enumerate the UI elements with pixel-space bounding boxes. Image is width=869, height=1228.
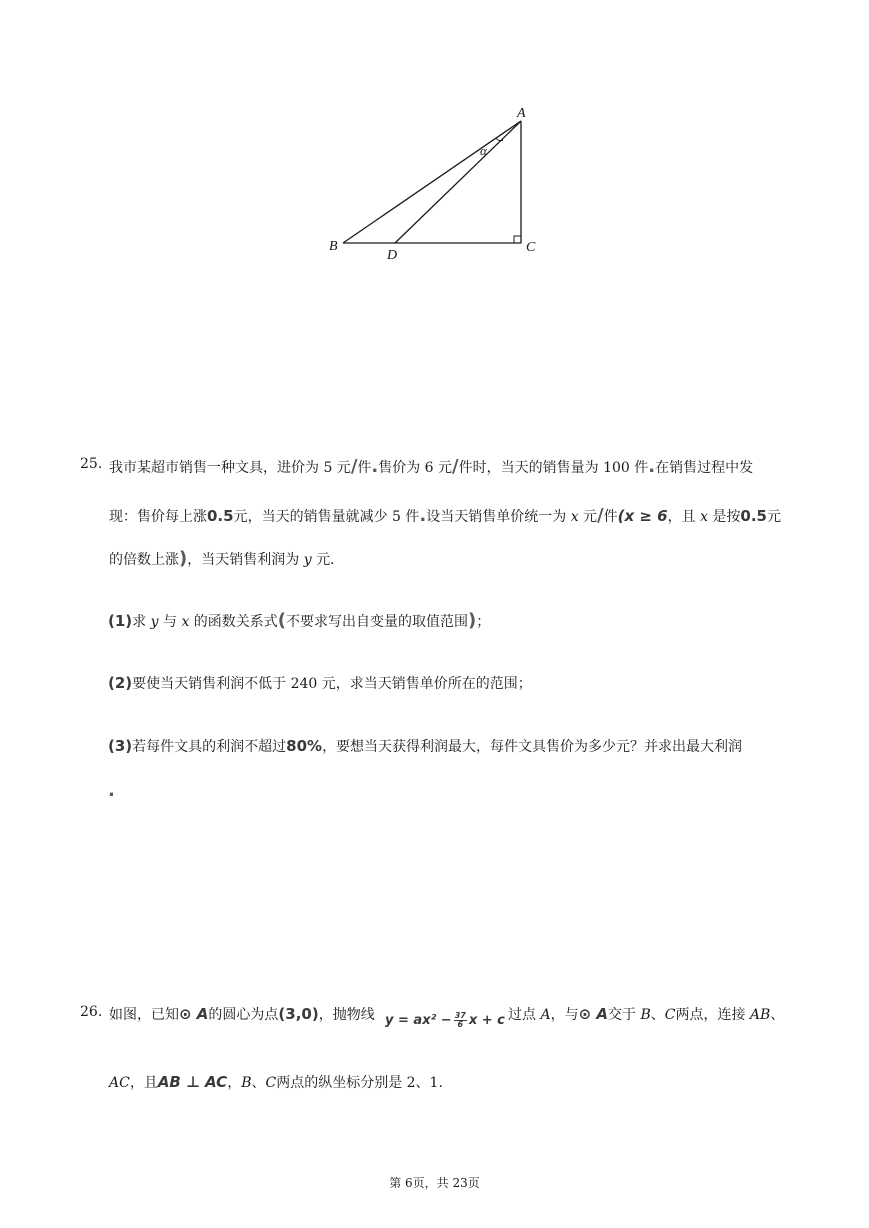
text-span: 、	[251, 1075, 266, 1091]
q26-line-1	[109, 1004, 375, 1024]
point-label: C	[265, 1075, 277, 1091]
right-angle-mark	[514, 236, 521, 243]
text-span: 元	[583, 509, 598, 525]
slash-glyph: /	[452, 456, 459, 477]
segment-label: AB	[749, 1007, 771, 1023]
parabola-equation	[385, 1012, 505, 1029]
text-span: 件	[357, 460, 372, 476]
q25-line-2	[109, 505, 781, 526]
text-span: 在销售过程中发	[655, 460, 754, 476]
math-condition: (x ≥ 6	[617, 507, 668, 525]
math-circle: ⊙ A	[578, 1005, 608, 1023]
text-span: 与	[162, 614, 177, 630]
math-value: 0.5	[207, 507, 234, 525]
label-b: B	[329, 239, 338, 254]
slash-glyph: /	[350, 456, 358, 477]
question-number: 26.	[80, 1004, 103, 1020]
subquestion-number: (2)	[108, 674, 133, 692]
q26-line-1-tail	[508, 1004, 784, 1024]
text-span: ，与	[550, 1007, 579, 1023]
text-span: 件	[603, 509, 618, 525]
subquestion-number: (3)	[108, 737, 133, 755]
text-span: ，当天销售利润为	[187, 552, 300, 568]
math-circle: ⊙ A	[179, 1005, 209, 1023]
text-span: 如图，已知	[109, 1007, 179, 1023]
point-label: B	[640, 1007, 651, 1023]
text-span: ；	[476, 614, 491, 630]
equation-part: x + c	[468, 1013, 505, 1028]
q25-line-1	[109, 456, 753, 477]
text-span: ，且	[129, 1075, 158, 1091]
triangle-figure	[0, 0, 869, 300]
text-span: 现：售价每上涨	[109, 509, 207, 525]
paren-glyph: )	[179, 548, 188, 569]
fraction	[454, 1012, 467, 1029]
segment-ad	[395, 121, 521, 243]
text-span: 元.	[316, 552, 335, 568]
text-span: 售价为 6 元	[378, 460, 453, 476]
dot-glyph: .	[371, 456, 379, 477]
subquestion-number: (1)	[108, 612, 133, 630]
fraction-denominator: 6	[457, 1020, 464, 1029]
variable-y: y	[303, 552, 312, 568]
text-span: 过点	[508, 1007, 536, 1023]
math-perpendicular: AB ⊥ AC	[157, 1073, 228, 1091]
dot-glyph: .	[108, 780, 115, 801]
paren-glyph: (	[277, 610, 287, 631]
text-span: 是按	[712, 509, 741, 525]
paren-glyph: )	[468, 610, 477, 631]
label-d: D	[387, 248, 398, 263]
label-a: A	[517, 106, 526, 121]
variable-x: x	[181, 614, 190, 630]
point-label: B	[241, 1075, 252, 1091]
text-span: 的圆心为点	[208, 1007, 279, 1023]
question-number: 25.	[80, 456, 103, 472]
text-span: 件时，当天的销售量为 100 件	[458, 460, 649, 476]
text-span: 的函数关系式	[193, 614, 278, 630]
variable-y: y	[150, 614, 159, 630]
variable-x: x	[700, 509, 708, 525]
text-span: 的倍数上涨	[109, 552, 179, 568]
text-span: 两点，连接	[675, 1007, 746, 1023]
segment-label: AC	[109, 1075, 130, 1091]
text-span: ，抛物线	[318, 1007, 375, 1023]
text-span: 不要求写出自变量的取值范围	[286, 614, 469, 630]
text-span: 我市某超市销售一种文具，进价为 5 元	[109, 460, 351, 476]
q25-line-3	[109, 548, 335, 569]
fraction-numerator: 37	[454, 1011, 466, 1020]
dot-glyph: .	[419, 505, 427, 526]
q26-line-2	[109, 1072, 443, 1092]
text-span: 元	[767, 509, 781, 525]
text-span: 两点的纵坐标分别是 2、1.	[276, 1075, 443, 1091]
text-span: 设当天销售单价统一为	[426, 509, 567, 525]
point-label: C	[664, 1007, 676, 1023]
segment-ab	[343, 121, 521, 243]
text-span: 、	[650, 1007, 665, 1023]
label-c: C	[526, 240, 536, 255]
point-label: A	[540, 1007, 551, 1023]
dot-glyph: .	[648, 456, 656, 477]
q25-sub-3	[108, 736, 742, 756]
math-point: (3,0)	[278, 1005, 319, 1023]
text-span: 交于	[607, 1007, 636, 1023]
page-footer: 第 6页，共 23页	[389, 1176, 480, 1190]
math-value: 80%	[286, 737, 323, 755]
text-span: 求	[132, 614, 147, 630]
variable-x: x	[570, 509, 579, 525]
q25-sub-2	[108, 673, 532, 693]
text-span: ，	[227, 1075, 242, 1091]
text-span: 、	[770, 1007, 785, 1023]
text-span: ，要想当天获得利润最大，每件文具售价为多少元？并求出最大利润	[322, 739, 743, 755]
slash-glyph: /	[597, 505, 604, 526]
text-span: 若每件文具的利润不超过	[132, 739, 287, 755]
q25-sub-1	[108, 610, 490, 631]
label-alpha: α	[480, 143, 487, 158]
text-span: ，且	[667, 509, 696, 525]
equation-part: y = ax² −	[385, 1013, 452, 1028]
text-span: 要使当天销售利润不低于 240 元，求当天销售单价所在的范围；	[132, 676, 532, 692]
math-value: 0.5	[740, 507, 767, 525]
text-span: 元，当天的销售量就减少 5 件	[233, 509, 420, 525]
